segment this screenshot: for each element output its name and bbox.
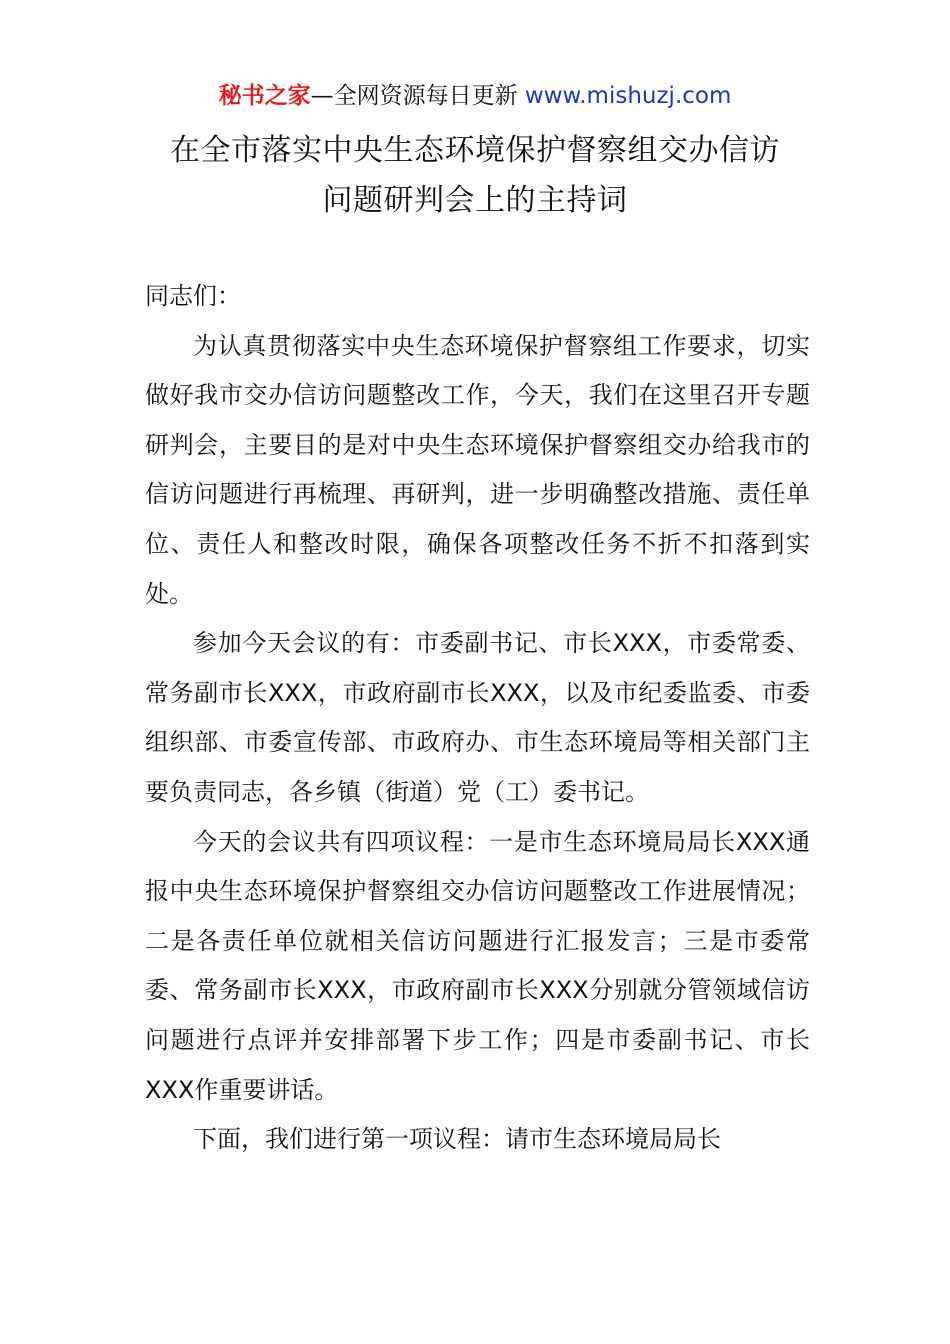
document-body [145,272,810,1165]
site-url-link[interactable]: www.mishuzj.com [524,83,732,109]
site-header [0,80,950,112]
brand-name: 秘书之家 [218,83,311,109]
header-tagline: —全网资源每日更新 [310,83,518,109]
title-line-1: 在全市落实中央生态环境保护督察组交办信访 [170,133,780,168]
title-line-2: 问题研判会上的主持词 [322,183,628,218]
paragraph: 下面，我们进行第一项议程：请市生态环境局局长 [193,1125,721,1154]
paragraph: 今天的会议共有四项议程：一是市生态环境局局长XXX通报中央生态环境保护督察组交办信访问题整改工作进展情况；二是各责任单位就相关信访问题进行汇报发言；三是市委常委、常务副市长XXX，市政府副市长XXX分别就分管领域信访问题进行点评并安排部署下步工作；四是市委副书记、市长XXX作重要讲话。 [145,827,810,1104]
salutation: 同志们： [145,282,241,310]
document-title [100,126,850,226]
paragraph: 参加今天会议的有：市委副书记、市长XXX，市委常委、常务副市长XXX，市政府副市长XXX，以及市纪委监委、市委组织部、市委宣传部、市政府办、市生态环境局等相关部门主要负责同志，各乡镇（街道）党（工）委书记。 [145,629,810,806]
paragraph: 为认真贯彻落实中央生态环境保护督察组工作要求，切实做好我市交办信访问题整改工作，今天，我们在这里召开专题研判会，主要目的是对中央生态环境保护督察组交办给我市的信访问题进行再梳理、再研判，进一步明确整改措施、责任单位、责任人和整改时限，确保各项整改任务不折不扣落到实处。 [145,331,810,608]
